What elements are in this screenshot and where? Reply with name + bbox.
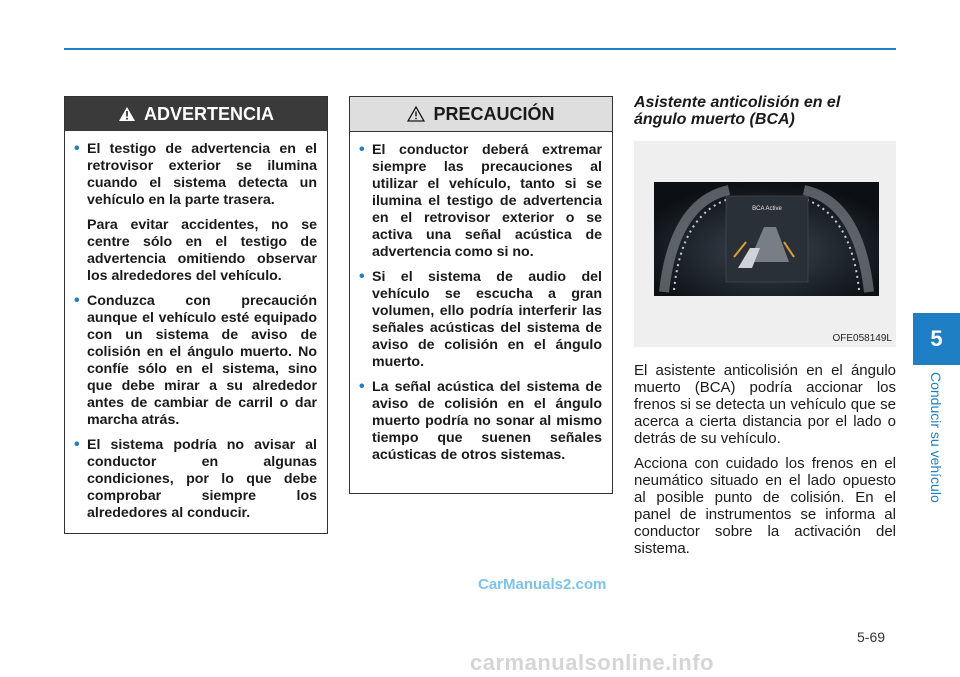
caution-box <box>349 96 613 494</box>
chapter-title-vertical <box>916 372 956 512</box>
page-number: 5-69 <box>857 629 886 645</box>
warning-item: • Conduzca con precaución aunque el vehículo esté equipado con un sistema de aviso de colisión en el ángulo muerto. No confíe sólo en el sistema, sino que debe mirar a su alrededor antes de cambiar de carril o dar marcha atrás. <box>87 293 317 429</box>
figure-code: OFE058149L <box>832 333 892 344</box>
warning-header <box>65 97 327 131</box>
warning-item: • El sistema podría no avisar al conductor en algunas condiciones, por lo que debe comprobar siempre los alrededores al conducir. <box>87 437 317 522</box>
warning-box <box>64 96 328 534</box>
warning-triangle-icon <box>118 106 136 122</box>
caution-header <box>350 97 612 132</box>
warning-item-extra: Para evitar accidentes, no se centre sólo en el testigo de advertencia omitiendo observar los alrededores del vehículo. <box>87 217 317 284</box>
body-paragraph: El asistente anticolisión en el ángulo muerto (BCA) podría accionar los frenos si se detecta un vehículo que se acerca a cierta distancia por el lado o detrás de su vehículo. <box>634 362 896 447</box>
cluster-display-image <box>654 182 879 296</box>
caution-list <box>350 132 612 464</box>
instrument-cluster-illustration <box>654 182 879 296</box>
warning-item <box>87 141 317 285</box>
header-rule <box>64 48 896 50</box>
caution-item: • El conductor deberá extremar siempre las precauciones al utilizar el vehículo, tanto si se ilumina el testigo de advertencia en el retrovisor exterior o se activa una señal acústica de advertencia como si no. <box>372 142 602 261</box>
caution-item: • La señal acústica del sistema de aviso de colisión en el ángulo muerto podría no sonar al mismo tiempo que suenen señales acústicas de otros sistemas. <box>372 379 602 464</box>
warning-list <box>65 131 327 522</box>
caution-triangle-icon <box>407 106 425 122</box>
chapter-title: Conducir su vehículo <box>928 372 944 503</box>
warning-title: ADVERTENCIA <box>143 103 274 124</box>
section-title: Asistente anticolisión en el ángulo muerto (BCA) <box>634 94 841 128</box>
warning-item-text: • El testigo de advertencia en el retrovisor exterior se ilumina cuando el sistema detecta un vehículo en la parte trasera. <box>87 141 317 208</box>
caution-title: PRECAUCIÓN <box>433 103 555 124</box>
chapter-number-tab: 5 <box>913 313 960 365</box>
cluster-screen-text: BCA Active <box>752 206 782 212</box>
watermark-link[interactable]: CarManuals2.com <box>478 576 607 593</box>
section-body <box>634 362 896 565</box>
body-paragraph: Acciona con cuidado los frenos en el neumático situado en el lado opuesto al posible punto de colisión. En el panel de instrumentos se informa al conductor sobre la activación del sistema. <box>634 455 896 557</box>
caution-item: • Si el sistema de audio del vehículo se escucha a gran volumen, ello podría interferir las señales acústicas del sistema de aviso de colisión en el ángulo muerto. <box>372 269 602 371</box>
footer-watermark: carmanualsonline.info <box>470 650 714 675</box>
bca-figure <box>634 141 896 347</box>
